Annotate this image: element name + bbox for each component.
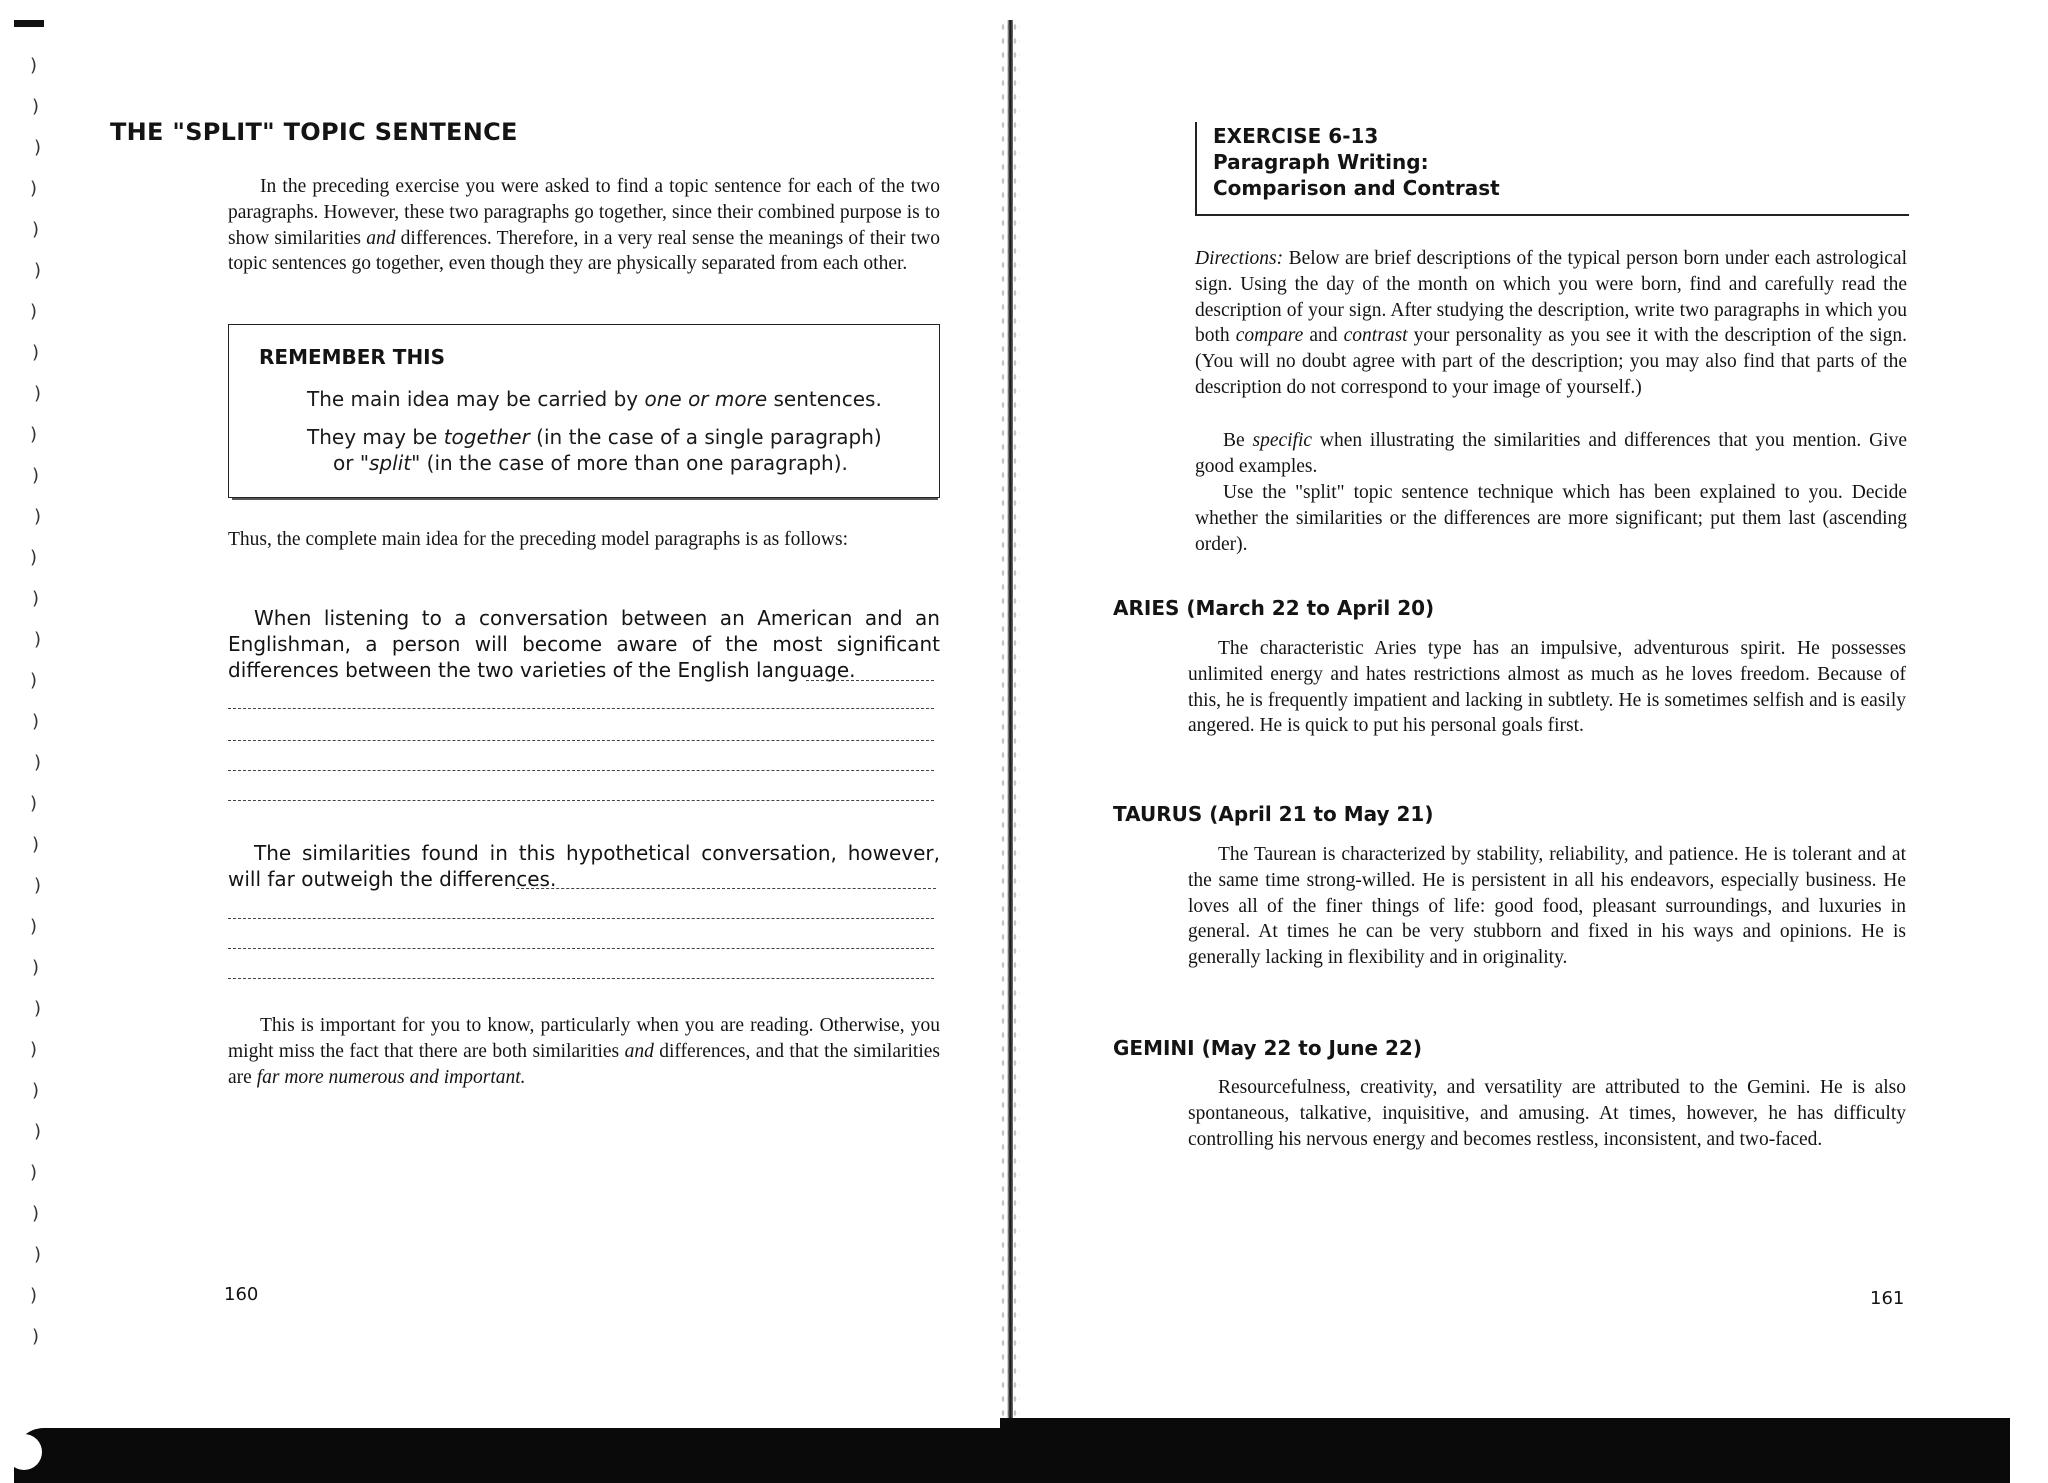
- split-technique-paragraph: Use the "split" topic sentence technique which has been explained to you. Decide whether the similarities or the differences are more significant; put them last (ascending order).: [1195, 482, 1907, 555]
- exercise-header: [1195, 122, 1909, 216]
- margin-mark: ): [34, 875, 42, 896]
- margin-mark: ): [32, 1080, 40, 1101]
- taurus-description: The Taurean is characterized by stability, reliability, and patience. He is tolerant and at the same time strong-willed. He is persistent in all his endeavors, especially business. He loves all of the finer things of life: good food, pleasant surroundings, and luxuries in general. At times he can be very stubborn and fixed in his ways and opinions. He is generally lacking in flexibility and in originality.: [1188, 844, 1906, 969]
- margin-mark: ): [32, 1326, 40, 1347]
- margin-mark: ): [34, 752, 42, 773]
- answer-line: [228, 948, 934, 949]
- margin-mark: ): [32, 834, 40, 855]
- remember-line-2: [307, 425, 882, 449]
- exercise-title-line-1: Paragraph Writing:: [1213, 150, 1429, 174]
- gemini-heading: GEMINI (May 22 to June 22): [1113, 1036, 1422, 1060]
- remember-line-3-emphasis: split: [369, 451, 412, 475]
- specific-text-1: Be: [1223, 430, 1253, 451]
- answer-line: [228, 708, 934, 709]
- answer-line: [516, 888, 936, 889]
- remember-line-1: [307, 387, 882, 411]
- margin-mark: ): [30, 301, 38, 322]
- aries-description: The characteristic Aries type has an impulsive, adventurous spirit. He possesses unlimited energy and hates restrictions almost as much as he loves freedom. Because of this, he is frequently impatient and lacking in subtlety. He is sometimes selfish and is easily angered. He is quick to put his personal goals first.: [1188, 638, 1906, 737]
- remember-line-3: [333, 451, 848, 475]
- important-text-2: differences, and that the similarities are: [228, 1040, 940, 1088]
- margin-mark: ): [34, 506, 42, 527]
- directions-text-1: Below are brief descriptions of the typical person born under each astrological sign. Using the day of the month on which you were born, find and carefully read the description of your sign. After studying the description, write two paragraphs in which you both: [1195, 248, 1907, 347]
- margin-mark: ): [34, 1244, 42, 1265]
- specific-paragraph: [1195, 428, 1907, 480]
- similarities-paragraph: The similarities found in this hypothetical conversation, however, will far outweigh the differences.: [228, 841, 940, 891]
- answer-line: [228, 800, 934, 801]
- margin-mark: ): [34, 260, 42, 281]
- remember-line-1a: The main idea may be carried by: [307, 387, 645, 411]
- remember-line-1-emphasis: one or more: [644, 387, 768, 411]
- remember-line-3b: " (in the case of more than one paragraph).: [411, 451, 848, 475]
- margin-mark: ): [30, 547, 38, 568]
- aries-heading: ARIES (March 22 to April 20): [1113, 596, 1435, 620]
- exercise-title-line-2: Comparison and Contrast: [1213, 176, 1500, 200]
- remember-line-2b: (in the case of a single paragraph): [529, 425, 882, 449]
- section-heading: THE "SPLIT" TOPIC SENTENCE: [110, 118, 518, 146]
- margin-mark: ): [30, 670, 38, 691]
- margin-mark: ): [34, 1121, 42, 1142]
- directions-emphasis-contrast: contrast: [1343, 325, 1408, 347]
- remember-line-3a: or ": [333, 451, 370, 475]
- margin-mark: ): [30, 1039, 38, 1060]
- remember-line-2a: They may be: [307, 425, 444, 449]
- margin-mark: ): [32, 1203, 40, 1224]
- listening-paragraph: When listening to a conversation between an American and an Englishman, a person will become aware of the most significant differences between the two varieties of the English language.: [228, 606, 940, 682]
- margin-mark: ): [34, 383, 42, 404]
- margin-mark: ): [34, 629, 42, 650]
- specific-emphasis: specific: [1252, 430, 1313, 451]
- margin-mark: ): [30, 1162, 38, 1183]
- margin-mark: ): [32, 957, 40, 978]
- answer-line: [228, 918, 934, 919]
- intro-emphasis: and: [366, 227, 396, 249]
- remember-line-2-emphasis: together: [443, 425, 530, 449]
- margin-mark: ): [32, 96, 40, 117]
- margin-mark: ): [32, 711, 40, 732]
- important-text-1: This is important for you to know, particularly when you are reading. Otherwise, you might miss the fact that there are both similarities: [228, 1015, 940, 1062]
- gemini-description: Resourcefulness, creativity, and versatility are attributed to the Gemini. He is also spontaneous, talkative, inquisitive, and amusing. At times, however, he has difficulty controlling his nervous energy and becomes restless, inconsistent, and two-faced.: [1188, 1077, 1906, 1150]
- specific-text-2: when illustrating the similarities and differences that you mention. Give good examples.: [1195, 430, 1907, 477]
- remember-title: REMEMBER THIS: [259, 345, 446, 369]
- directions-text-3: your personality as you see it with the description of the sign. (You will no doubt agree with part of the description; you may also find that parts of the description do not correspond to your image of yourself.): [1195, 325, 1908, 398]
- answer-line: [228, 740, 934, 741]
- intro-text-2: differences. Therefore, in a very real sense the meanings of their two topic sentences go together, even though they are physically separated from each other.: [228, 227, 940, 275]
- margin-mark: ): [30, 55, 38, 76]
- remember-box-shadow: [232, 498, 938, 500]
- page-number: 160: [224, 1284, 259, 1305]
- scan-bottom-band: [14, 1428, 2010, 1483]
- margin-mark: ): [30, 1285, 38, 1306]
- important-paragraph: [228, 1013, 940, 1090]
- margin-mark: ): [30, 424, 38, 445]
- margin-mark: ): [32, 342, 40, 363]
- thus-paragraph: Thus, the complete main idea for the preceding model paragraphs is as follows:: [228, 529, 849, 550]
- directions-paragraph: [1195, 246, 1907, 401]
- directions-emphasis-compare: compare: [1235, 325, 1304, 347]
- margin-mark: ): [30, 793, 38, 814]
- answer-line: [228, 770, 934, 771]
- intro-text-1: In the preceding exercise you were asked to find a topic sentence for each of the two paragraphs. However, these two paragraphs go together, since their combined purpose is to show similarities: [228, 176, 940, 249]
- left-page: [0, 0, 1010, 1483]
- margin-mark: ): [34, 137, 42, 158]
- margin-mark: ): [30, 178, 38, 199]
- scan-hole: [6, 1434, 42, 1470]
- margin-mark: ): [32, 219, 40, 240]
- directions-label: Directions:: [1195, 248, 1284, 269]
- margin-mark: ): [34, 998, 42, 1019]
- page-number: 161: [1870, 1288, 1905, 1309]
- answer-line: [806, 680, 934, 681]
- directions-text-2: and: [1303, 325, 1344, 347]
- margin-mark: ): [32, 588, 40, 609]
- margin-mark: ): [32, 465, 40, 486]
- important-emphasis-1: and: [624, 1040, 654, 1062]
- taurus-heading: TAURUS (April 21 to May 21): [1113, 802, 1434, 826]
- remember-line-1b: sentences.: [767, 387, 882, 411]
- exercise-number: EXERCISE 6-13: [1213, 124, 1379, 148]
- remember-box: [228, 324, 940, 498]
- important-emphasis-2: far more numerous and important.: [256, 1066, 526, 1088]
- intro-paragraph: [228, 174, 940, 277]
- margin-mark: ): [30, 916, 38, 937]
- answer-line: [228, 978, 934, 979]
